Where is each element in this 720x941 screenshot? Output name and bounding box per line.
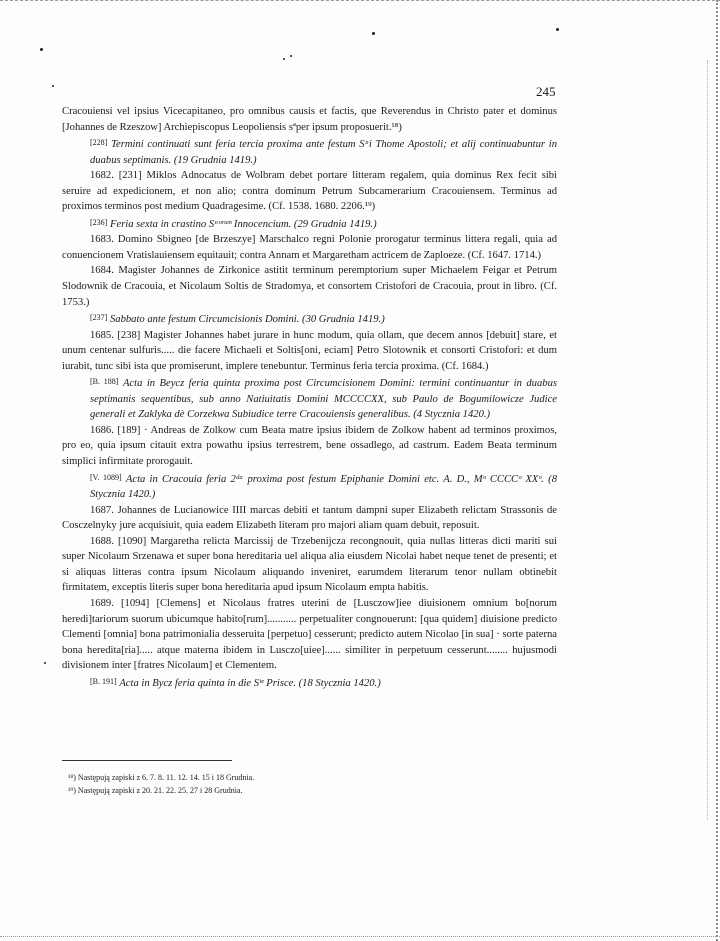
page-number: 245 bbox=[536, 84, 556, 99]
footnotes bbox=[62, 772, 557, 797]
footnote-rule bbox=[62, 760, 232, 761]
document-body bbox=[62, 104, 557, 691]
acta-heading: [228] Termini continuati sunt feria tercia proxima ante festum Sᶛi Thome Apostoli; et alij continuabuntur in duabus septimanis. (19 Grudnia 1419.) bbox=[90, 138, 558, 166]
entry-1688: 1688. [1090] Margaretha relicta Marcissij de Trzebenijcza recongnouit, quia nullas litteras dicti mariti sui super Nicolaum Srzenawa et super bona hereditaria uel aliqua alia eiusdem Nicolai habet neque tenet de presenti; et si aliquas litteras contra ipsum Nicolaum aliquando inveniret, earumdem literarum tenor nullam obtinebit firmitatem, exceptis literis super bona hereditaria apud ipsum Nicolaum empta habitis. bbox=[62, 535, 557, 594]
footnote: ¹⁸) Następują zapiski z 6. 7. 8. 11. 12. 14. 15 i 18 Grudnia. bbox=[68, 773, 255, 782]
scan-speck bbox=[44, 662, 46, 664]
scan-speck bbox=[283, 58, 285, 60]
scan-speck bbox=[372, 32, 375, 35]
entry-1687: 1687. Johannes de Lucianowice IIII marcas debiti et tantum dampni super Elizabeth relictam Strassonis de Cosczelnyky jure acquisiuit, quia eadem Elizabeth literam pro majori aliam quam debuit, reposuit. bbox=[62, 504, 558, 532]
scan-speck bbox=[52, 85, 54, 87]
scan-edge-top bbox=[0, 0, 720, 4]
footnote: ¹⁹) Następują zapiski z 20. 21. 22. 25. 27 i 28 Grudnia. bbox=[68, 785, 243, 795]
paragraph: Cracouiensi vel ipsius Vicecapitaneo, pro omnibus causis et factis, que Reverendus in Christo pater et dominus [Johannes de Rzeszow] Archiepiscopus Leopoliensis sªper ipsum proposuerit.¹⁸) bbox=[62, 106, 557, 133]
entry-1682: 1682. [231] Miklos Adnocatus de Wolbram debet portare litteram regalem, quia dominus Rex fecit sibi seruire ad expedicionem, et non alio; contra dominum Petrum Subcamerarium Cracouiensem. Terminus ad proximos terminos post medium Quadragesime. (Cf. 1538. 1680. 2206.¹⁹) bbox=[62, 170, 557, 213]
scan-edge-bottom bbox=[0, 936, 720, 937]
entry-1684: 1684. Magister Johannes de Zirkonice astitit terminum peremptorium super Michaelem Feigar et Petrum Slodownik de Cracouia, et Nicolaum Soltis de Stradomya, et consortem Cristofori de Cracouia, prout in libro. (Cf. 1753.) bbox=[62, 265, 557, 308]
acta-heading: [B. 188] Acta in Beycz feria quinta proxima post Circumcisionem Domini: termini continuantur in duabus septimanis sequentibus, sub anno Natiuitatis Domini MCCCCXX, sub Paulo de Bogumilowicze Judice generali et Zaklyka dè Corzekwa Subiudice terre Cracouiensis generalibus. (4 Stycznia 1420.) bbox=[90, 377, 557, 421]
acta-heading: [236] Feria sexta in crastino Sᶛᵒʳᵘᵐ Innocencium. (29 Grudnia 1419.) bbox=[90, 217, 377, 230]
scan-speck bbox=[290, 55, 292, 57]
entry-1683: 1683. Domino Sbigneo [de Brzeszye] Marschalco regni Polonie prorogatur terminus littera regali, quia ad conuencionem Vratislauiensem equitauit; contra Annam et Margaretham actricem de Zaploeze. (Cf. 1647. 1714.) bbox=[62, 234, 557, 261]
scan-edge-right-inner bbox=[707, 60, 708, 820]
entry-1685: 1685. [238] Magister Johannes habet jurare in hunc modum, quia ollam, que decem annos [debuit] stare, et unum centenar sulfuris..... die facere Michaeli et Soltis[oni, eciam] Petro Slotownik et consorti Cristofori: et dum iurabit, tunc sibi ista que promiserunt, implere tenebuntur. Terminus feria tercia proxima. (Cf. 1684.) bbox=[62, 329, 557, 372]
entry-1689: 1689. [1094] [Clemens] et Nicolaus fratres uterini de [Lusczow]iee diuisionem omnium bo[norum heredi]tariorum suorum ubicumque habito[rum]........... perpetualiter congnouerunt: [qua quidem] diuisione predicto Clementi [omnia] bona patrimonialia desseruita [perpetuo] cesserunt; predicto autem Nicolao [in sua] · sorte paterna bona heredita[ria]..... atque materna ibidem in Lusczo[uiee]...... similiter in perpetuum cesserunt........ hujusmodi divisionem inter [fratres Nicolaum] et Clementem. bbox=[62, 597, 558, 672]
acta-heading: [237] Sabbato ante festum Circumcisionis Domini. (30 Grudnia 1419.) bbox=[90, 313, 385, 326]
acta-heading: [V. 1089] Acta in Cracouia feria 2ᵈᵃ proxima post festum Epiphanie Domini etc. A. D., Mᵒ CCCCᵒ XXᵒ. (8 Stycznia 1420.) bbox=[90, 472, 557, 501]
scan-edge-right bbox=[716, 0, 718, 941]
acta-heading: [B. 191] Acta in Bycz feria quinta in die Sᵗᵉ Prisce. (18 Stycznia 1420.) bbox=[90, 676, 381, 689]
scan-speck bbox=[556, 28, 559, 31]
scan-speck bbox=[40, 48, 43, 51]
entry-1686: 1686. [189] · Andreas de Zolkow cum Beata matre ipsius ibidem de Zolkow habent ad terminos proximos, pro eo, quia ipsum citauit extra powathu ipsius terrestrem, bene ossadlego, ad castrum. Eadem Beata terminum simplici infirmitate prorogauit. bbox=[62, 424, 557, 468]
